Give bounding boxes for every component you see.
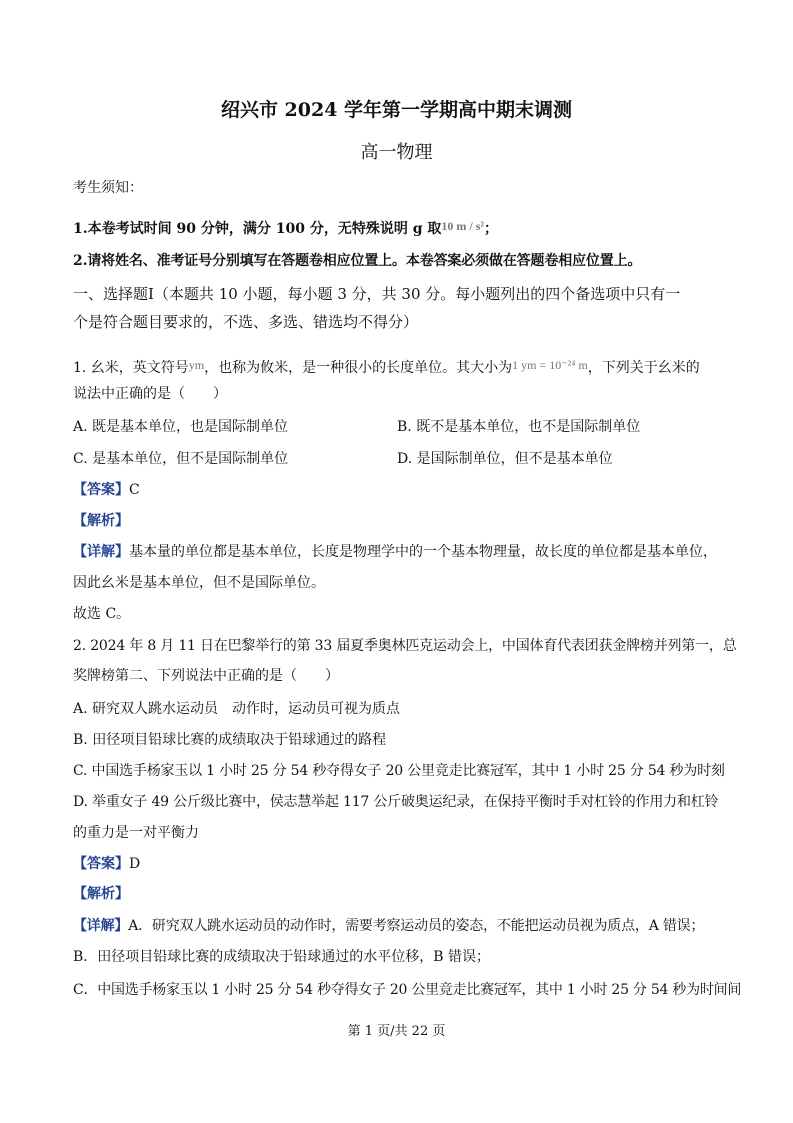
question-1-stem-part-c: ，下列关于幺米的 [587, 360, 700, 376]
q2-option-a: A. 研究双人跳水运动员 动作时，运动员可视为质点 [73, 701, 401, 717]
q2-option-d: D. 举重女子 49 公斤级比赛中，侯志慧举起 117 公斤破奥运纪录，在保持平衡时手对杠铃的作用力和杠铃 [73, 794, 719, 810]
q2-detail-line-2: B．田径项目铅球比赛的成绩取决于铅球通过的水平位移，B 错误； [73, 949, 491, 965]
q1-conclusion: 故选 C。 [73, 606, 131, 622]
page-footer: 第 1 页/共 22 页 [347, 1024, 446, 1039]
q1-analysis-heading [73, 511, 129, 531]
detail-tag: 【详解】 [73, 544, 129, 560]
notice-heading: 考生须知： [73, 180, 143, 196]
answer-value: C [129, 482, 140, 498]
q1-option-d: D. 是国际制单位，但不是基本单位 [397, 451, 613, 467]
question-2-stem-line-2: 奖牌榜第二、下列说法中正确的是（ ） [73, 668, 339, 684]
notice-item-2: 2.请将姓名、准考证号分别填写在答题卷相应位置上。本卷答案必须做在答题卷相应位置上。 [73, 253, 642, 269]
question-1-stem-part-b: ，也称为攸米，是一种很小的长度单位。其大小为 [204, 360, 513, 376]
answer-tag: 【答案】 [73, 482, 129, 498]
q1-option-a: A. 既是基本单位，也是国际制单位 [73, 419, 289, 435]
question-1-stem-line-2: 说法中正确的是（ ） [73, 386, 227, 402]
q2-analysis-heading [73, 884, 129, 904]
q2-option-d-line-2: 的重力是一对平衡力 [73, 825, 199, 841]
q2-detail-line-3: C．中国选手杨家玉以 1 小时 25 分 54 秒夺得女子 20 公里竞走比赛冠军，其中 1 小时 25 分 54 秒为时间间 [73, 982, 742, 998]
q2-answer [73, 854, 140, 874]
notice-item-1-end: ； [483, 221, 498, 237]
notice-item-1 [73, 216, 498, 239]
answer-value: D [129, 856, 141, 872]
ym-formula: 1 ym = 10⁻²⁴ m [512, 358, 588, 372]
q2-option-b: B. 田径项目铅球比赛的成绩取决于铅球通过的路程 [73, 732, 387, 748]
ym-symbol: ym [188, 358, 205, 372]
q2-option-c: C. 中国选手杨家玉以 1 小时 25 分 54 秒夺得女子 20 公里竞走比赛冠军，其中 1 小时 25 分 54 秒为时刻 [73, 763, 725, 779]
q1-detail-text-1: 基本量的单位都是基本单位，长度是物理学中的一个基本物理量，故长度的单位都是基本单位， [129, 544, 717, 560]
page-subtitle: 高一物理 [360, 142, 433, 163]
detail-tag: 【详解】 [73, 918, 129, 934]
q2-detail-line-1 [73, 916, 704, 936]
q1-option-c: C. 是基本单位，但不是国际制单位 [73, 451, 289, 467]
question-2-stem-line-1: 2. 2024 年 8 月 11 日在巴黎举行的第 33 届夏季奥林匹克运动会上，中国体育代表团获金牌榜并列第一，总 [73, 638, 737, 654]
q1-answer [73, 480, 140, 500]
section-heading-line-1: 一、选择题Ⅰ（本题共 10 小题，每小题 3 分，共 30 分。每小题列出的四个备选项中只有一 [73, 285, 681, 303]
analysis-tag: 【解析】 [73, 886, 129, 902]
notice-item-1-text: 1.本卷考试时间 90 分钟，满分 100 分，无特殊说明 g 取 [73, 221, 442, 237]
q1-detail-line-2: 因此幺米是基本单位，但不是国际单位。 [73, 575, 325, 591]
answer-tag: 【答案】 [73, 856, 129, 872]
q1-option-b: B. 既不是基本单位，也不是国际制单位 [397, 419, 641, 435]
page-title: 绍兴市 2024 学年第一学期高中期末调测 [220, 99, 573, 121]
question-1-stem-part-a: 1. 幺米，英文符号 [73, 360, 189, 376]
question-1-stem [73, 355, 700, 378]
analysis-tag: 【解析】 [73, 513, 129, 529]
q2-detail-text-1: A．研究双人跳水运动员的动作时，需要考察运动员的姿态，不能把运动员视为质点，A 错误； [128, 918, 705, 934]
gravity-formula: 10 m / s² [441, 219, 484, 233]
section-heading-line-2: 个是符合题目要求的，不选、多选、错选均不得分） [73, 313, 419, 331]
q1-detail-line-1 [73, 542, 717, 562]
